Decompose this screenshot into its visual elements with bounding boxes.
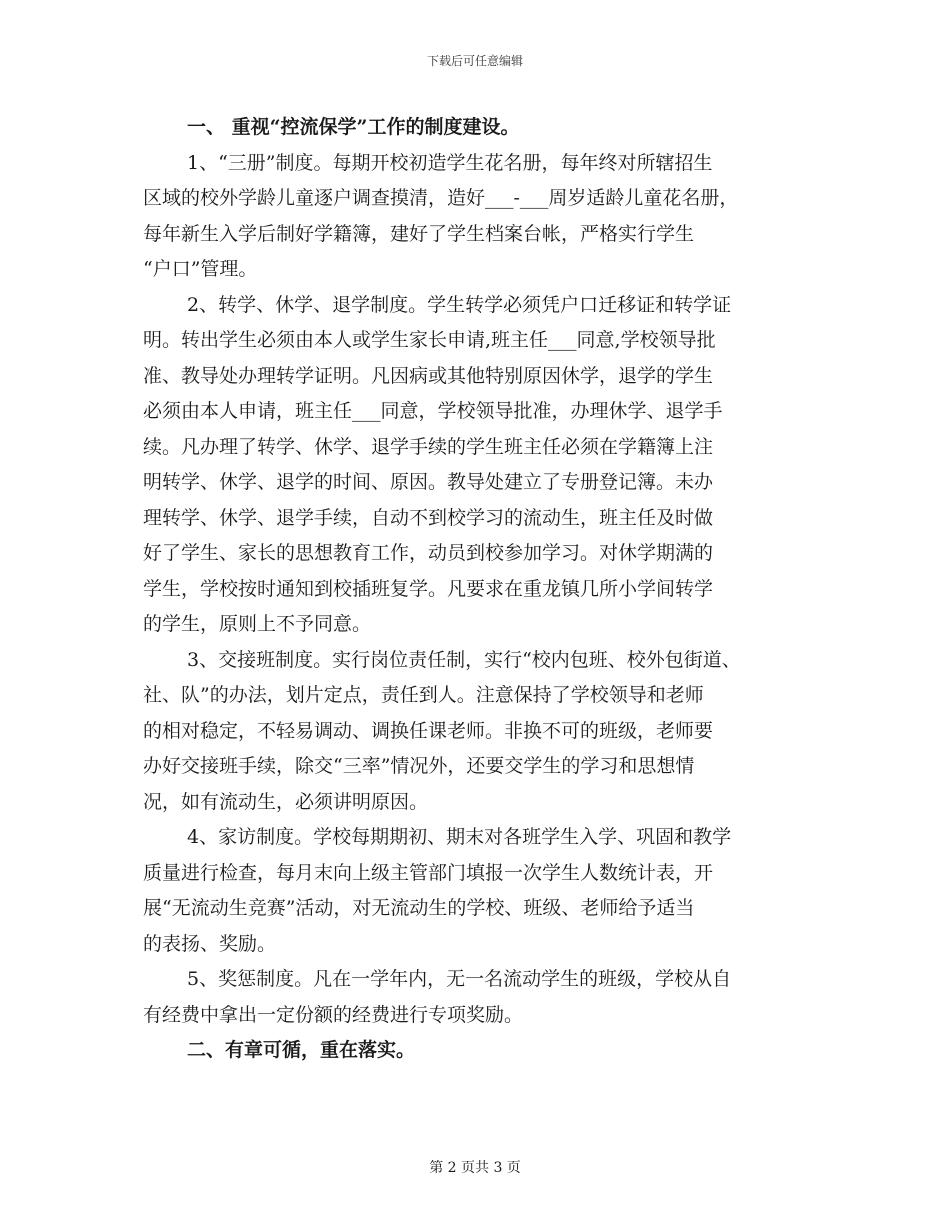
text-line: 有经费中拿出一定份额的经费进行专项奖励。 [143, 1003, 524, 1026]
text-line: 办好交接班手续，除交“三率”情况外，还要交学生的学习和思想情 [143, 755, 695, 777]
section-heading: 一、 重视“控流保学”工作的制度建设。 [187, 116, 520, 138]
text-line: 4、家访制度。学校每期期初、期末对各班学生入学、巩固和教学 [187, 826, 732, 848]
text-line: 质量进行检查，每月末向上级主管部门填报一次学生人数统计表，开 [143, 861, 714, 884]
text-line: 展“无流动生竞赛”活动，对无流动生的学校、班级、老师给予适当 [143, 897, 695, 919]
text-line: 的相对稳定，不轻易调动、调换任课老师。非换不可的班级，老师要 [143, 719, 714, 742]
text-line: 明。转出学生必须由本人或学生家长申请,班主任___同意,学校领导批 [143, 329, 716, 351]
text-line: 的学生，原则上不予同意。 [143, 613, 372, 635]
text-line: “户口”管理。 [143, 258, 258, 280]
text-line: 明转学、休学、退学的时间、原因。教导处建立了专册登记簿。未办 [143, 471, 714, 493]
text-line: 社、队”的办法，划片定点，责任到人。注意保持了学校领导和老师 [143, 684, 704, 706]
text-line: 2、转学、休学、退学制度。学生转学必须凭户口迁移证和转学证 [187, 293, 732, 316]
text-line: 3、交接班制度。实行岗位责任制，实行“校内包班、校外包街道、 [187, 648, 741, 671]
text-line: 必须由本人申请，班主任___同意，学校领导批准，办理休学、退学手 [143, 400, 723, 422]
text-line: 好了学生、家长的思想教育工作，动员到校参加学习。对休学期满的 [143, 542, 714, 564]
page-footer: 第 2 页共 3 页 [429, 1160, 521, 1176]
page-header: 下载后可任意编辑 [426, 54, 523, 68]
document-body [143, 110, 823, 1069]
text-line: 续。凡办理了转学、休学、退学手续的学生班主任必须在学籍簿上注 [143, 435, 714, 458]
text-line: 况，如有流动生，必须讲明原因。 [143, 790, 429, 813]
section-heading: 二、有章可循，重在落实。 [187, 1039, 416, 1061]
text-line: 区域的校外学龄儿童逐户调查摸清，造好___-___周岁适龄儿童花名册， [143, 187, 739, 209]
text-line: 的表扬、奖励。 [143, 932, 277, 955]
text-line: 每年新生入学后制好学籍簿，建好了学生档案台帐，严格实行学生 [143, 222, 695, 245]
text-line: 学生，学校按时通知到校插班复学。凡要求在重龙镇几所小学间转学 [143, 577, 714, 600]
text-line: 理转学、休学、退学手续，自动不到校学习的流动生，班主任及时做 [143, 506, 714, 529]
text-line: 5、奖惩制度。凡在一学年内，无一名流动学生的班级，学校从自 [187, 968, 732, 990]
text-line: 准、教导处办理转学证明。凡因病或其他特别原因休学，退学的学生 [143, 364, 714, 387]
text-line: 1、“三册”制度。每期开校初造学生花名册，每年终对所辖招生 [187, 151, 713, 174]
